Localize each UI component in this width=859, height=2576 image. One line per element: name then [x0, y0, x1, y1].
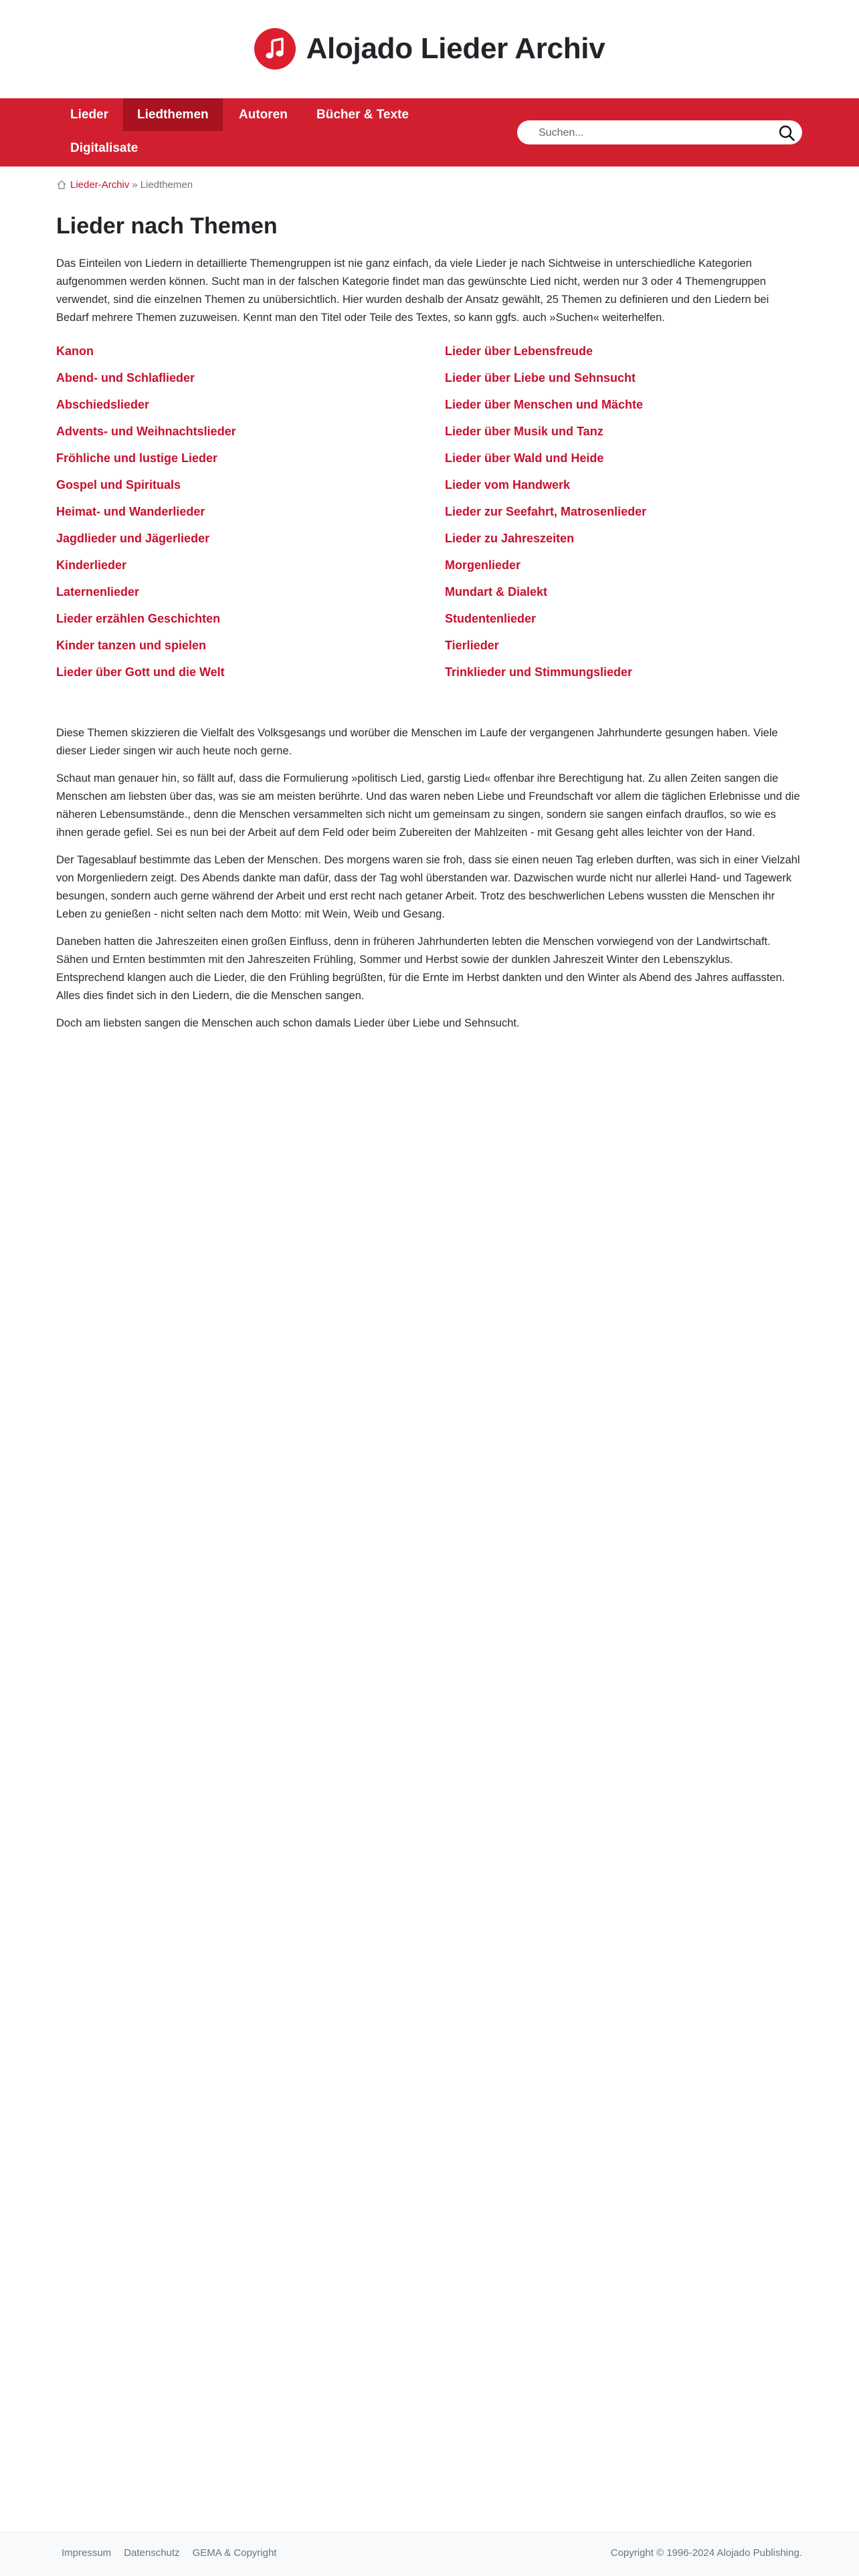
page-title: Lieder nach Themen [56, 213, 278, 239]
topic-link[interactable]: Lieder über Lebensfreude [445, 344, 593, 358]
topic-link[interactable]: Lieder vom Handwerk [445, 478, 571, 492]
topic-link[interactable]: Lieder über Gott und die Welt [56, 665, 225, 679]
nav-item-liedthemen[interactable]: Liedthemen [123, 98, 223, 131]
body-paragraph: Diese Themen skizzieren die Vielfalt des Volksgesangs und worüber die Menschen im Laufe der vergangenen Jahrhunderte gesungen haben. Viele dieser Lieder singen wir auch heute noch gerne. [56, 727, 778, 757]
music-note-icon [254, 28, 296, 70]
site-header [0, 0, 859, 98]
topic-link[interactable]: Kinderlieder [56, 558, 127, 572]
main-navbar [0, 98, 859, 167]
topic-column-right [445, 343, 803, 691]
topic-link[interactable]: Lieder zu Jahreszeiten [445, 532, 575, 545]
topic-link[interactable]: Lieder über Liebe und Sehnsucht [445, 371, 636, 385]
topic-list [56, 343, 803, 691]
body-paragraph: Der Tagesablauf bestimmte das Leben der Menschen. Des morgens waren sie froh, dass sie einen neuen Tag erleben durften, was sich in einer Vielzahl von Morgenliedern zeigt. Des Abends dankte man dafür, dass der Tag wohl überstanden war. Dazwischen wurde nicht nur allerlei Hand- und Tagewerk besungen, sondern auch gerne während der Arbeit und erst recht nach getaner Arbeit. Trotz des beschwerlichen Lebens wussten die Menschen ihr Leben zu genießen - nicht selten nach dem Motto: mit Wein, Weib und Gesang. [56, 854, 800, 920]
breadcrumb-separator: » [132, 179, 138, 191]
footer-link-gema-copyright[interactable]: GEMA & Copyright [192, 2547, 277, 2559]
topic-link[interactable]: Jagdlieder und Jägerlieder [56, 532, 210, 545]
body-paragraph: Doch am liebsten sangen die Menschen auch schon damals Lieder über Liebe und Sehnsucht. [56, 1017, 520, 1029]
topic-link[interactable]: Gospel und Spirituals [56, 478, 181, 492]
topic-link[interactable]: Advents- und Weihnachtslieder [56, 425, 236, 438]
topic-link[interactable]: Laternenlieder [56, 585, 140, 599]
topic-link[interactable]: Lieder über Menschen und Mächte [445, 398, 644, 411]
footer-links [62, 2547, 289, 2559]
topic-link[interactable]: Abend- und Schlaflieder [56, 371, 195, 385]
topic-link[interactable]: Mundart & Dialekt [445, 585, 548, 599]
topic-link[interactable]: Trinklieder und Stimmungslieder [445, 665, 633, 679]
topic-link[interactable]: Lieder über Wald und Heide [445, 451, 604, 465]
topic-link[interactable]: Lieder über Musik und Tanz [445, 425, 603, 438]
search-input[interactable] [537, 120, 767, 146]
body-paragraph: Daneben hatten die Jahreszeiten einen großen Einfluss, denn in früheren Jahrhunderten lebten die Menschen vorwiegend von der Landwirtschaft. Sähen und Ernten bestimmten mit den Jahreszeiten Frühling, Sommer und Herbst sowie der dunklen Jahreszeit Winter den Lebenszyklus. Entsprechend klangen auch die Lieder, die den Frühling begrüßten, für die Ernte im Herbst dankten und den Winter als Abend des Jahres auffassten. Alles dies findet sich in den Liedern, die die Menschen sangen. [56, 936, 785, 1002]
site-title: Alojado Lieder Archiv [306, 31, 605, 65]
topic-link[interactable]: Tierlieder [445, 639, 499, 652]
breadcrumb [56, 177, 803, 192]
copyright-text: Copyright © 1996-2024 Alojado Publishing. [610, 2547, 802, 2559]
body-paragraph: Schaut man genauer hin, so fällt auf, dass die Formulierung »politisch Lied, garstig Lied« offenbar ihre Berechtigung hat. Zu allen Zeiten sangen die Menschen am liebsten über das, was sie am meisten berührte. Und das waren neben Liebe und Freundschaft vor allem die täglichen Erlebnisse und die näheren Lebensumstände., denn die Menschen versammelten sich nicht um gemeinsam zu singen, sondern sie sangen einfach drauflos, so wie es ihnen gerade gefiel. Sei es nun bei der Arbeit auf dem Feld oder beim Zubereiten der Mahlzeiten - mit Gesang geht alles leichter von der Hand. [56, 772, 800, 839]
topic-link[interactable]: Lieder erzählen Geschichten [56, 612, 221, 625]
article-body [56, 724, 803, 1033]
intro-paragraph: Das Einteilen von Liedern in detaillierte Themengruppen ist nie ganz einfach, da viele Lieder je nach Sichtweise in unterschiedliche Kategorien aufgenommen werden können. Sucht man in der falschen Kategorie findet man das gewünschte Lied nicht, werden nur 3 oder 4 Themengruppen verwendet, sind die einzelnen Themen zu unübersichtlich. Hier wurden deshalb der Ansatz gewählt, 25 Themen zu definieren und den Liedern bei Bedarf mehrere Themen zuzuweisen. Kennt man den Titel oder Teile des Textes, so kann ggfs. auch »Suchen« weiterhelfen. [56, 257, 769, 324]
site-footer [0, 2532, 859, 2576]
topic-column-left [56, 343, 445, 691]
topic-link[interactable]: Morgenlieder [445, 558, 521, 572]
footer-link-impressum[interactable]: Impressum [62, 2547, 112, 2559]
topic-link[interactable]: Heimat- und Wanderlieder [56, 505, 205, 518]
search-box [517, 120, 802, 144]
topic-link[interactable]: Studentenlieder [445, 612, 537, 625]
nav-item-autoren[interactable]: Autoren [239, 108, 288, 122]
topic-link[interactable]: Abschiedslieder [56, 398, 150, 411]
nav-item-digitalisate[interactable]: Digitalisate [70, 141, 138, 155]
search-icon[interactable] [778, 124, 795, 142]
home-icon[interactable] [56, 179, 67, 190]
nav-item-lieder[interactable]: Lieder [70, 108, 109, 122]
topic-link[interactable]: Kinder tanzen und spielen [56, 639, 207, 652]
footer-link-datenschutz[interactable]: Datenschutz [124, 2547, 180, 2559]
topic-link[interactable]: Kanon [56, 344, 94, 358]
topic-link[interactable]: Lieder zur Seefahrt, Matrosenlieder [445, 505, 647, 518]
brand[interactable] [254, 28, 605, 70]
breadcrumb-root-link[interactable]: Lieder-Archiv [70, 179, 130, 191]
topic-link[interactable]: Fröhliche und lustige Lieder [56, 451, 218, 465]
nav-item-buecher-texte[interactable]: Bücher & Texte [316, 108, 409, 122]
main-content [56, 167, 803, 1042]
breadcrumb-current: Liedthemen [140, 179, 193, 191]
